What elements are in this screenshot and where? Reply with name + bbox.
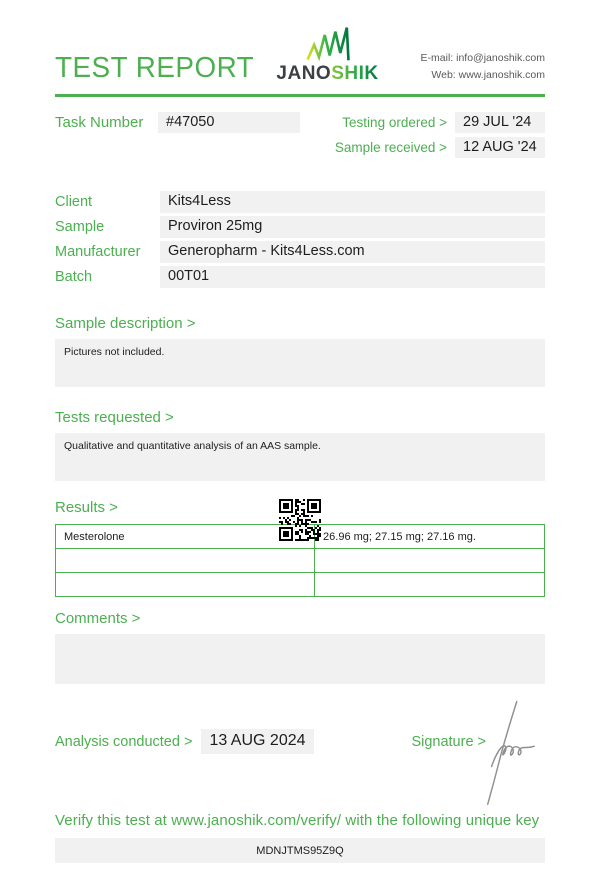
sample-value: Proviron 25mg <box>160 216 545 238</box>
signature-label: Signature > <box>411 733 487 750</box>
brand-name-left: JANO <box>276 63 332 84</box>
manufacturer-row <box>55 241 545 263</box>
manufacturer-value: Generopharm - Kits4Less.com <box>160 241 545 263</box>
table-row <box>56 573 545 597</box>
tests-requested-box: Qualitative and quantitative analysis of an AAS sample. <box>55 433 545 481</box>
batch-row <box>55 266 545 288</box>
task-number-label: Task Number <box>55 114 144 131</box>
tests-requested-heading: Tests requested > <box>55 409 174 426</box>
comments-box <box>55 634 545 684</box>
client-label: Client <box>55 194 93 210</box>
info-section <box>55 191 545 288</box>
sample-label: Sample <box>55 219 105 235</box>
table-row <box>56 549 545 573</box>
result-value-cell <box>315 549 545 573</box>
analysis-date-value: 13 AUG 2024 <box>201 729 314 754</box>
sample-received-value: 12 AUG '24 <box>455 137 545 158</box>
sample-received-row <box>335 137 545 158</box>
sample-row <box>55 216 545 238</box>
manufacturer-label: Manufacturer <box>55 244 141 260</box>
analysis-row <box>55 729 545 754</box>
batch-label: Batch <box>55 269 93 285</box>
result-value-cell: 26.96 mg; 27.15 mg; 27.16 mg. <box>315 525 545 549</box>
testing-ordered-row <box>335 112 545 133</box>
analysis-conducted-label: Analysis conducted > <box>55 733 193 750</box>
client-row <box>55 191 545 213</box>
qr-code-icon <box>279 499 321 541</box>
contact-email: E-mail: info@janoshik.com <box>420 52 545 65</box>
brand-name-right: SHIK <box>331 63 379 84</box>
result-value-cell <box>315 573 545 597</box>
report-header <box>55 0 545 97</box>
analyte-cell: Mesterolone <box>56 525 315 549</box>
task-number-row <box>55 112 300 133</box>
task-dates <box>335 112 545 158</box>
analyte-cell <box>56 573 315 597</box>
task-number-value: #47050 <box>158 112 300 133</box>
sample-description-heading: Sample description > <box>55 315 196 332</box>
unique-key-box: MDNJTMS95Z9Q <box>55 838 545 863</box>
testing-ordered-value: 29 JUL '24 <box>455 112 545 133</box>
task-section <box>55 112 545 158</box>
brand-name <box>276 64 378 83</box>
results-section <box>55 500 545 597</box>
testing-ordered-label: Testing ordered > <box>342 115 447 130</box>
results-heading: Results > <box>55 499 118 516</box>
contact-web: Web: www.janoshik.com <box>431 68 545 81</box>
signature-image <box>478 698 540 808</box>
page-title: TEST REPORT <box>55 52 255 84</box>
verify-text: Verify this test at www.janoshik.com/verify/ with the following unique key <box>55 812 540 829</box>
comments-heading: Comments > <box>55 610 141 627</box>
brand-logo <box>276 26 378 83</box>
batch-value: 00T01 <box>160 266 545 288</box>
sample-description-box: Pictures not included. <box>55 339 545 387</box>
analyte-cell <box>56 549 315 573</box>
chart-icon <box>305 26 351 62</box>
contact-block <box>421 50 545 83</box>
sample-received-label: Sample received > <box>334 140 447 155</box>
client-value: Kits4Less <box>160 191 545 213</box>
